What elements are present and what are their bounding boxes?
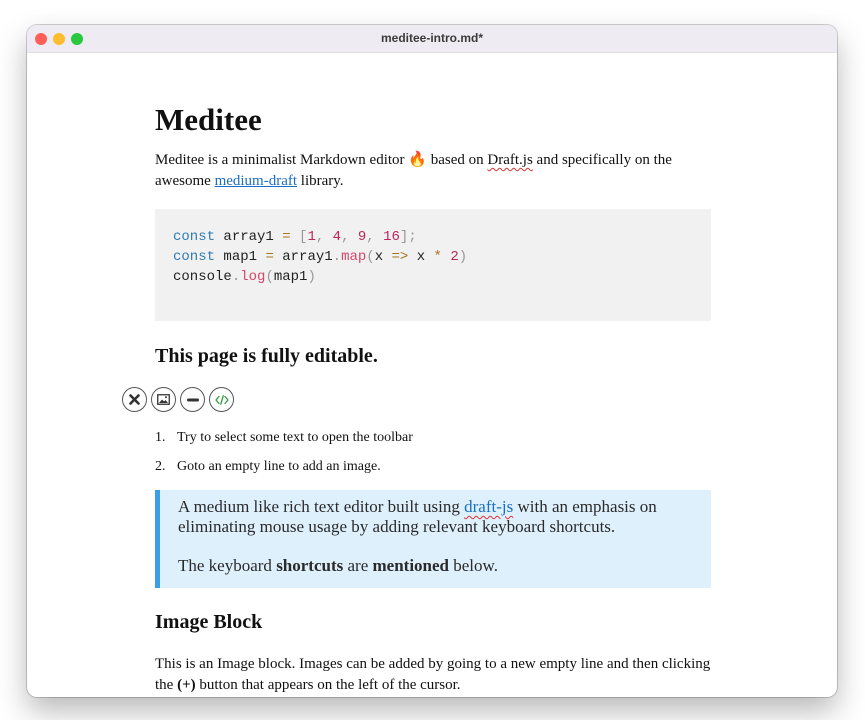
code-line — [173, 267, 316, 287]
list-number: 1. — [155, 430, 166, 445]
add-code-button[interactable] — [209, 387, 234, 412]
quote-paragraph — [178, 556, 703, 576]
editor-window — [27, 25, 837, 697]
add-separator-button[interactable] — [180, 387, 205, 412]
code-token: = — [282, 229, 291, 245]
code-token: ) — [458, 249, 468, 265]
code-token: x — [374, 249, 392, 265]
editable-heading[interactable]: This page is fully editable. — [155, 345, 378, 367]
code-line — [173, 247, 467, 267]
window-title: meditee-intro.md* — [380, 31, 483, 45]
list-item-text: Try to select some text to open the toolbar — [177, 430, 413, 445]
code-token: array1 — [273, 249, 333, 265]
code-token: ]; — [399, 229, 417, 245]
document-editor[interactable] — [27, 52, 837, 697]
quote-text: are — [343, 556, 373, 575]
code-token: map — [341, 249, 367, 265]
quote-text: with an emphasis on eliminating mouse usage by adding relevant keyboard shortcuts. — [178, 497, 657, 536]
quote-text: below. — [449, 556, 498, 575]
code-token: . — [332, 249, 342, 265]
intro-text: library. — [297, 173, 344, 189]
quote-bold-text: mentioned — [372, 556, 450, 575]
code-icon — [215, 395, 229, 405]
image-block-heading[interactable]: Image Block — [155, 611, 263, 633]
code-token: = — [265, 249, 274, 265]
code-token: const — [173, 229, 216, 245]
code-token: 9 — [357, 229, 367, 245]
code-line — [173, 227, 417, 247]
image-block-paragraph[interactable] — [155, 654, 715, 696]
list-item[interactable] — [155, 457, 413, 486]
fire-emoji-icon: 🔥 — [408, 152, 427, 168]
close-toolbar-button[interactable] — [122, 387, 147, 412]
code-token: 2 — [450, 249, 459, 265]
image-icon — [157, 394, 170, 405]
code-token: , — [366, 229, 384, 245]
code-token: * — [433, 249, 442, 265]
code-token: ) — [307, 269, 316, 285]
quote-paragraph — [178, 497, 703, 537]
quote-bold-text: shortcuts — [276, 556, 344, 575]
steps-list[interactable] — [155, 428, 413, 486]
code-token: map1 — [273, 269, 308, 285]
intro-paragraph[interactable] — [155, 150, 715, 192]
paragraph-text: This is an Image block. Images can be added by going to a new empty line and then clicking the — [155, 656, 711, 693]
separator-icon — [187, 398, 199, 402]
blockquote[interactable] — [155, 490, 711, 588]
code-block[interactable] — [155, 209, 711, 321]
intro-text: based on — [426, 152, 488, 168]
code-token: console — [173, 269, 232, 285]
code-token: => — [391, 249, 409, 265]
list-item[interactable] — [155, 428, 413, 457]
code-token: const — [173, 249, 216, 265]
code-token: 4 — [332, 229, 342, 245]
code-token: x — [408, 249, 434, 265]
plus-button-reference: (+) — [177, 677, 196, 693]
document-title[interactable]: Meditee — [155, 102, 262, 137]
list-number: 2. — [155, 459, 166, 474]
code-token: log — [240, 269, 266, 285]
code-token: map1 — [215, 249, 266, 265]
close-icon — [129, 394, 140, 405]
intro-text: Meditee is a minimalist Markdown editor — [155, 152, 409, 168]
code-token: [ — [290, 229, 308, 245]
spellcheck-word: Draft.js — [487, 152, 533, 168]
code-token: , — [315, 229, 333, 245]
code-token: 1 — [307, 229, 316, 245]
quote-text: The keyboard — [178, 556, 277, 575]
code-token: . — [231, 269, 241, 285]
medium-draft-link[interactable]: medium-draft — [214, 173, 298, 189]
intro-text: and specifically on the awesome — [155, 152, 672, 189]
code-token: , — [341, 229, 358, 245]
draft-js-link[interactable]: draft-js — [464, 497, 514, 516]
code-token: ( — [265, 269, 274, 285]
title-bar — [27, 25, 837, 53]
code-token: 16 — [383, 229, 400, 245]
add-image-button[interactable] — [151, 387, 176, 412]
list-item-text: Goto an empty line to add an image. — [177, 459, 381, 474]
quote-text: A medium like rich text editor built using — [178, 497, 465, 516]
paragraph-text: button that appears on the left of the cursor. — [195, 677, 461, 693]
code-token: ( — [366, 249, 375, 265]
code-token: array1 — [215, 229, 283, 245]
